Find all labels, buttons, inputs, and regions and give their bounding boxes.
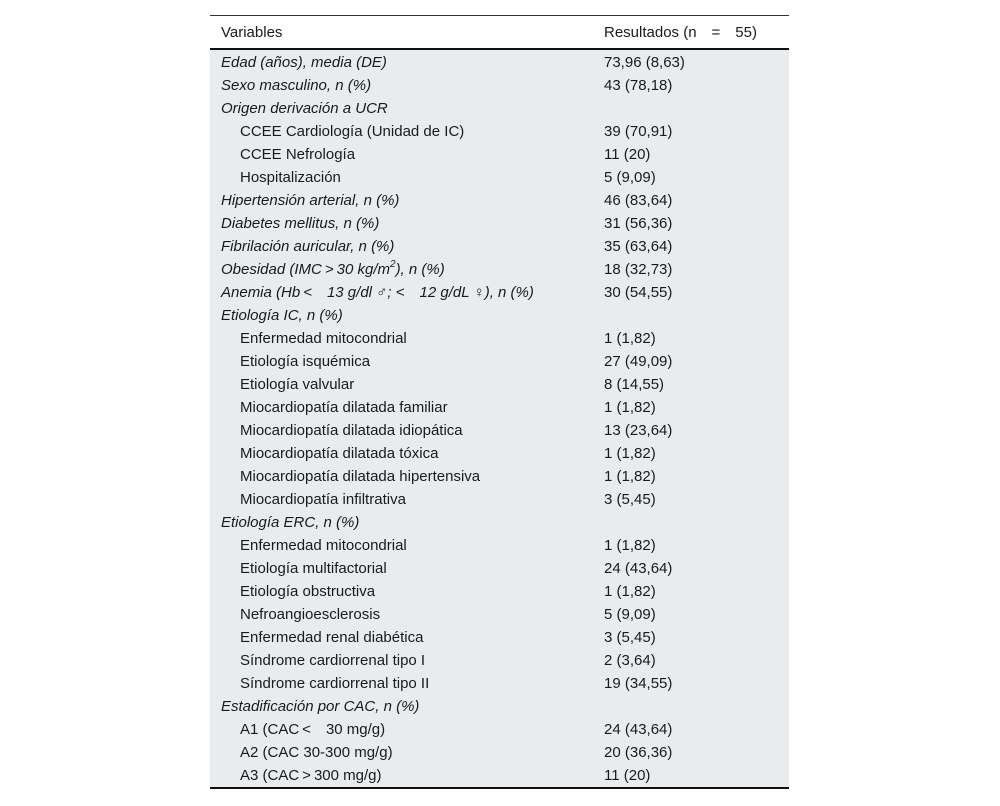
- result-value: 5 (9,09): [604, 606, 656, 623]
- result-value: 24 (43,64): [604, 721, 673, 738]
- table-header: [210, 15, 789, 50]
- variable-label: CCEE Cardiología (Unidad de IC): [240, 123, 465, 140]
- table-row: [210, 764, 789, 787]
- table-row: [210, 350, 789, 373]
- result-value: 11 (20): [604, 767, 651, 784]
- result-value: 43 (78,18): [604, 77, 673, 94]
- table-row: [210, 189, 789, 212]
- table-row: [210, 304, 789, 327]
- variable-label: Fibrilación auricular, n (%): [221, 238, 395, 255]
- variable-label: CCEE Nefrología: [240, 146, 356, 163]
- label-text-after: ), n (%): [395, 261, 445, 278]
- variable-label: Etiología isquémica: [240, 353, 371, 370]
- result-value: 35 (63,64): [604, 238, 673, 255]
- variable-label: Sexo masculino, n (%): [221, 77, 372, 94]
- result-value: 30 (54,55): [604, 284, 673, 301]
- table-row: [210, 672, 789, 695]
- result-value: 3 (5,45): [604, 491, 656, 508]
- table-row: [210, 396, 789, 419]
- table-row: [210, 626, 789, 649]
- header-variables: Variables: [221, 23, 283, 41]
- table-row: [210, 74, 789, 97]
- results-table: [210, 15, 789, 789]
- result-value: 1 (1,82): [604, 468, 656, 485]
- variable-label: Etiología ERC, n (%): [221, 514, 360, 531]
- table-row: [210, 603, 789, 626]
- table-row: [210, 166, 789, 189]
- variable-label: Etiología obstructiva: [240, 583, 376, 600]
- variable-label: Enfermedad renal diabética: [240, 629, 424, 646]
- table-row: [210, 511, 789, 534]
- variable-label: Miocardiopatía infiltrativa: [240, 491, 406, 508]
- result-value: 27 (49,09): [604, 353, 673, 370]
- table-row: [210, 718, 789, 741]
- table-row: [210, 120, 789, 143]
- table-row: [210, 465, 789, 488]
- result-value: 39 (70,91): [604, 123, 673, 140]
- variable-label: Enfermedad mitocondrial: [240, 330, 407, 347]
- variable-label: A3 (CAC > 300 mg/g): [240, 767, 382, 784]
- table-row: [210, 281, 789, 304]
- table-row: [210, 580, 789, 603]
- table-row: [210, 373, 789, 396]
- table-row: [210, 327, 789, 350]
- table-row: [210, 97, 789, 120]
- variable-label: Estadificación por CAC, n (%): [221, 698, 420, 715]
- table-row: [210, 442, 789, 465]
- variable-label: Hipertensión arterial, n (%): [221, 192, 400, 209]
- variable-label: Origen derivación a UCR: [221, 100, 388, 117]
- result-value: 18 (32,73): [604, 261, 673, 278]
- result-value: 5 (9,09): [604, 169, 656, 186]
- label-superscript: 2: [390, 259, 396, 270]
- table-row: [210, 741, 789, 764]
- variable-label: [210, 261, 593, 278]
- label-text: Obesidad (IMC > 30 kg/m: [221, 261, 390, 278]
- table-body: [210, 50, 789, 789]
- header-results: Resultados (n = 55): [604, 23, 757, 41]
- variable-label: Nefroangioesclerosis: [240, 606, 381, 623]
- result-value: 24 (43,64): [604, 560, 673, 577]
- variable-label: Etiología multifactorial: [240, 560, 387, 577]
- result-value: 3 (5,45): [604, 629, 656, 646]
- variable-label: Enfermedad mitocondrial: [240, 537, 407, 554]
- variable-label: Etiología valvular: [240, 376, 355, 393]
- variable-label: Síndrome cardiorrenal tipo II: [240, 675, 430, 692]
- result-value: 1 (1,82): [604, 583, 656, 600]
- result-value: 1 (1,82): [604, 445, 656, 462]
- variable-label: Síndrome cardiorrenal tipo I: [240, 652, 426, 669]
- variable-label: Miocardiopatía dilatada idiopática: [240, 422, 463, 439]
- table-row: [210, 143, 789, 166]
- table-row: [210, 419, 789, 442]
- table-row: [210, 212, 789, 235]
- variable-label: Miocardiopatía dilatada tóxica: [240, 445, 439, 462]
- table-row: [210, 51, 789, 74]
- variable-label: Miocardiopatía dilatada familiar: [240, 399, 448, 416]
- result-value: 1 (1,82): [604, 330, 656, 347]
- table-row: [210, 534, 789, 557]
- table-row: [210, 557, 789, 580]
- variable-label: Anemia (Hb < 13 g/dl ♂; < 12 g/dL ♀), n (%): [221, 284, 534, 301]
- variable-label: Diabetes mellitus, n (%): [221, 215, 380, 232]
- table-row: [210, 695, 789, 718]
- result-value: 73,96 (8,63): [604, 54, 685, 71]
- variable-label: Hospitalización: [240, 169, 341, 186]
- result-value: 11 (20): [604, 146, 651, 163]
- result-value: 20 (36,36): [604, 744, 673, 761]
- result-value: 31 (56,36): [604, 215, 673, 232]
- variable-label: Edad (años), media (DE): [221, 54, 387, 71]
- variable-label: A2 (CAC 30-300 mg/g): [240, 744, 393, 761]
- result-value: 19 (34,55): [604, 675, 673, 692]
- variable-label: Etiología IC, n (%): [221, 307, 343, 324]
- result-value: 13 (23,64): [604, 422, 673, 439]
- result-value: 1 (1,82): [604, 537, 656, 554]
- result-value: 46 (83,64): [604, 192, 673, 209]
- table-row: [210, 488, 789, 511]
- variable-label: Miocardiopatía dilatada hipertensiva: [240, 468, 481, 485]
- table-row: [210, 258, 789, 281]
- result-value: 2 (3,64): [604, 652, 656, 669]
- table-row: [210, 649, 789, 672]
- result-value: 1 (1,82): [604, 399, 656, 416]
- table-row: [210, 235, 789, 258]
- result-value: 8 (14,55): [604, 376, 665, 393]
- variable-label: A1 (CAC < 30 mg/g): [240, 721, 386, 738]
